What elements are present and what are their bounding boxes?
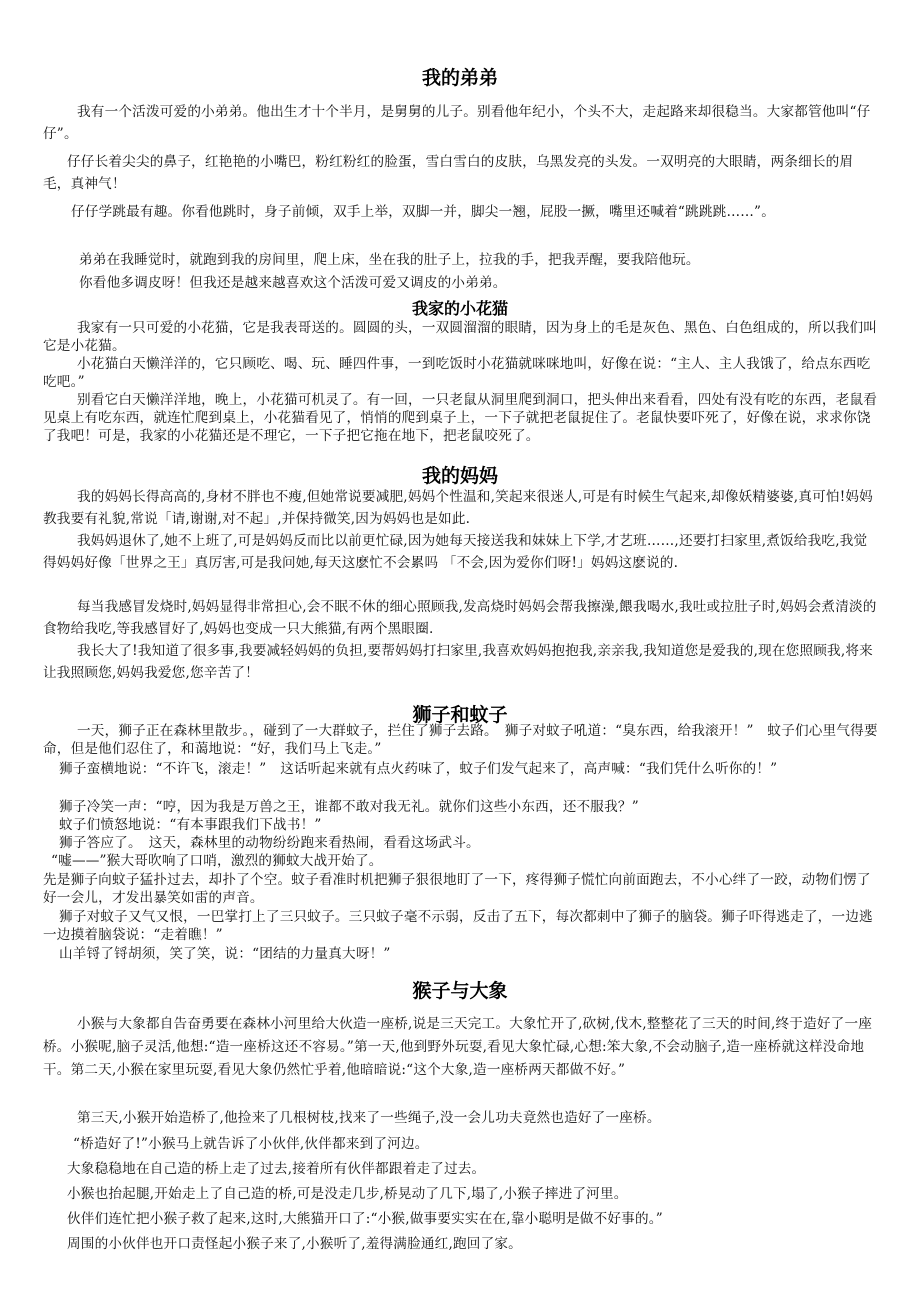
essay-title-little-cat: 我家的小花猫 [411, 299, 508, 318]
paragraph: 我长大了!我知道了很多事,我要减轻妈妈的负担,要帮妈妈打扫家里,我喜欢妈妈抱抱我,亲亲我,我知道您是爱我的,现在您照顾我,将来让我照顾您,妈妈我爱您,您辛苦了！ [43, 643, 873, 681]
paragraph: 第三天,小猴开始造桥了,他捡来了几根树枝,找来了一些绳子,没一会儿功夫竟然也造好了一座桥。 [77, 1110, 661, 1126]
essay-title-monkey-and-elephant: 猴子与大象 [412, 980, 508, 1002]
paragraph: 伙伴们连忙把小猴子救了起来,这时,大熊猫开口了:“小猴,做事要实实在在,靠小聪明是做不好事的。” [67, 1211, 663, 1227]
paragraph: 狮子蛮横地说：“不许飞，滚走！” 这话听起来就有点火药味了，蚊子们发气起来了，高声喊：“我们凭什么听你的！” [59, 761, 778, 777]
paragraph: 小猴与大象都自告奋勇要在森林小河里给大伙造一座桥,说是三天完工。大象忙开了,砍树,伐木,整整花了三天的时间,终于造好了一座桥。小猴呢,脑子灵活,他想:“造一座桥这还不容易。”第一天,他到野外玩耍,看见大象忙碌,心想:笨大象,不会动脑子,造一座桥就这样没命地干。第二天,小猴在家里玩耍,看见大象仍然忙乎着,他暗暗说:“这个大象,造一座桥两天都做不好。” [43, 1016, 873, 1078]
paragraph: 一天，狮子正在森林里散步。，碰到了一大群蚊子，拦住了狮子去路。 狮子对蚊子吼道：“臭东西，给我滚开！” 蚊子们心里气得要命，但是他们忍住了，和蔼地说：“好，我们马上飞走。” [43, 723, 878, 757]
paragraph: “嘘——”猴大哥吹响了口哨，激烈的狮蚊大战开始了。 [51, 853, 383, 869]
paragraph: 弟弟在我睡觉时，就跑到我的房间里，爬上床，坐在我的肚子上，拉我的手，把我弄醒，要我陪他玩。 [79, 252, 700, 268]
paragraph: 我家有一只可爱的小花猫，它是我表哥送的。圆圆的头，一双圆溜溜的眼睛，因为身上的毛是灰色、黑色、白色组成的，所以我们叫它是小花猫。 [43, 320, 878, 354]
paragraph: 别看它白天懒洋洋地，晚上，小花猫可机灵了。有一回，一只老鼠从洞里爬到洞口，把头伸出来看看，四处有没有吃的东西，老鼠看见桌上有吃东西，就连忙爬到桌上，小花猫看见了，悄悄的爬到桌子上，一下子就把老鼠捉住了。老鼠快要吓死了，好像在说，求求你饶了我吧！可是，我家的小花猫还是不理它，一下子把它拖在地下，把老鼠咬死了。 [43, 392, 878, 444]
paragraph: 先是狮子向蚊子猛扑过去，却扑了个空。蚊子看准时机把狮子狠很地盯了一下，疼得狮子慌忙向前面跑去，不小心绊了一跤，动物们愣了好一会儿，才发出暴笑如雷的声音。 [43, 872, 871, 906]
paragraph: 我有一个活泼可爱的小弟弟。他出生才十个半月，是舅舅的儿子。别看他年纪小，个头不大，走起路来却很稳当。大家都管他叫“仔仔”。 [43, 104, 871, 142]
paragraph: 周围的小伙伴也开口责怪起小猴子来了,小猴听了,羞得满脸通红,跑回了家。 [67, 1236, 522, 1252]
essay-title-my-little-brother: 我的弟弟 [421, 67, 498, 89]
paragraph: 仔仔长着尖尖的鼻子，红艳艳的小嘴巴，粉红粉红的脸蛋，雪白雪白的皮肤，乌黑发亮的头发。一双明亮的大眼睛，两条细长的眉毛，真神气！ [43, 154, 854, 192]
paragraph: 小猴也抬起腿,开始走上了自己造的桥,可是没走几步,桥晃动了几下,塌了,小猴子摔进了河里。 [67, 1186, 628, 1202]
essay-title-my-mother: 我的妈妈 [421, 465, 498, 487]
paragraph: 大象稳稳地在自己造的桥上走了过去,接着所有伙伴都跟着走了过去。 [67, 1161, 486, 1177]
paragraph: 每当我感冒发烧时,妈妈显得非常担心,会不眠不休的细心照顾我,发高烧时妈妈会帮我擦澡,餵我喝水,我吐或拉肚子时,妈妈会煮清淡的食物给我吃,等我感冒好了,妈妈也变成一只大熊猫,有两个黑眼圈. [43, 599, 877, 637]
paragraph: 狮子答应了。 这天，森林里的动物纷纷跑来看热闹，看看这场武斗。 [59, 835, 480, 851]
essay-title-lion-and-mosquitoes: 狮子和蚊子 [412, 704, 508, 726]
paragraph: 小花猫白天懒洋洋的，它只顾吃、喝、玩、睡四件事，一到吃饭时小花猫就咪咪地叫，好像在说：“主人、主人我饿了，给点东西吃吃吧。” [43, 356, 871, 390]
paragraph: “桥造好了!”小猴马上就告诉了小伙伴,伙伴都来到了河边。 [73, 1136, 429, 1152]
paragraph: 蚊子们愤怒地说：“有本事跟我们下战书！” [59, 817, 322, 833]
paragraph: 我妈妈退休了,她不上班了,可是妈妈反而比以前更忙碌,因为她每天接送我和妹妹上下学,才艺班……,还要打扫家里,煮饭给我吃,我觉得妈妈好像「世界之王」真厉害,可是我问她,每天这麽忙不会累吗 「不会,因为爱你们呀!」妈妈这麽说的. [43, 533, 868, 571]
paragraph: 仔仔学跳最有趣。你看他跳时，身子前倾，双手上举，双脚一并，脚尖一翘，屁股一撅，嘴里还喊着“跳跳跳……”。 [71, 204, 775, 220]
paragraph: 狮子冷笑一声：“哼，因为我是万兽之王，谁都不敢对我无礼。就你们这些小东西，还不服我？” [59, 799, 639, 815]
paragraph: 我的妈妈长得高高的,身材不胖也不瘦,但她常说要减肥,妈妈个性温和,笑起来很迷人,可是有时候生气起来,却像妖精婆婆,真可怕!妈妈教我要有礼貌,常说「请,谢谢,对不起」,并保持微笑,因为妈妈也是如此. [43, 489, 873, 527]
paragraph: 你看他多调皮呀！但我还是越来越喜欢这个活泼可爱又调皮的小弟弟。 [79, 275, 507, 291]
paragraph: 狮子对蚊子又气又恨，一巴掌打上了三只蚊子。三只蚊子毫不示弱，反击了五下，每次都刺中了狮子的脑袋。狮子吓得逃走了，一边逃一边摸着脑袋说：“走着瞧！” [43, 909, 873, 943]
paragraph: 山羊锊了锊胡须，笑了笑，说：“团结的力量真大呀！” [59, 946, 391, 962]
